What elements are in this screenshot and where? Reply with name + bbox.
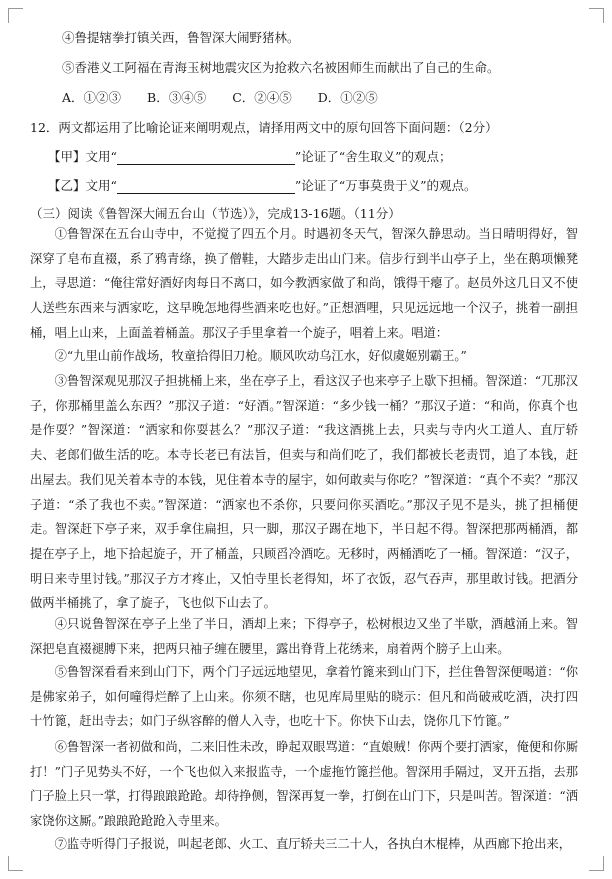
option-b[interactable]: B．③④⑤	[147, 90, 207, 105]
question-12-part-b	[48, 178, 477, 194]
question-12-stem: 12．两文都运用了比喻论证来阐明观点，请择用两文中的原句回答下面问题：（2分）	[30, 120, 498, 135]
passage-paragraph-6: ⑥鲁智深一者初做和尚，二来旧性未改，睁起双眼骂道：“直娘贼！你两个要打洒家，俺便和你厮打！”门子见势头不好，一个飞也似入来报监寺，一个虚拖竹篦拦他。智深用手隔过，叉开五指，去那门子脸上只一掌，打得踉踉跄跄。却待挣侧，智深再复一拳，打倒在山门下，只是叫苦。智深道：“洒家饶你这厮。”踉踉跄跄跄入寺里来。	[30, 740, 578, 829]
part-b-prefix: 【乙】文用“	[48, 178, 117, 193]
passage-paragraph-7: ⑦监寺听得门子报说，叫起老郎、火工、直厅轿夫三二十人，各执白木棍棒，从西廊下抢出来，	[54, 837, 572, 851]
part-a-answer-blank[interactable]	[117, 150, 295, 165]
part-b-suffix: ”论证了“万事莫贵于义”的观点。	[294, 178, 477, 193]
passage-paragraph-4: ④只说鲁智深在亭子上坐了半日，酒却上来；下得亭子，松树根边又坐了半歇，酒越涌上来。智深把皂直裰褪膊下来，把两只袖子缠在腰里，露出脊背上花绣来，扇着两个膀子上山来。	[30, 617, 578, 656]
part-b-answer-blank[interactable]	[117, 179, 295, 194]
passage-paragraph-5: ⑤鲁智深看看来到山门下，两个门子远远地望见，拿着竹篦来到山门下，拦住鲁智深便喝道：“你是佛家弟子，如何噇得烂醉了上山来。你须不瞎，也见库局里贴的晓示：但凡和尚破戒吃酒，决打四十竹篦，赶出寺去；如门子纵容醉的僧人入寺，也吃十下。你快下山去，饶你几下竹篦。”	[30, 665, 578, 729]
part-a-prefix: 【甲】文用“	[48, 149, 117, 164]
answer-options	[62, 90, 400, 106]
part-a-suffix: ”论证了“舍生取义”的观点；	[294, 149, 452, 164]
section-3-heading: （三）阅读《鲁智深大闹五台山（节选）》，完成13-16题。（11分）	[30, 206, 401, 221]
passage-paragraph-2: ②“九里山前作战场，牧童拾得旧刀枪。顺风吹动乌江水，好似虞姬别霸王。”	[54, 349, 467, 363]
option-c[interactable]: C．②④⑤	[232, 90, 292, 105]
choice-item-4: ④鲁提辖拳打镇关西，鲁智深大闹野猪林。	[62, 30, 300, 45]
passage-paragraph-1: ①鲁智深在五台山寺中，不觉搅了四五个月。时遇初冬天气，智深久静思动。当日晴明得好，智深穿了皂布直裰，系了鸦青绦，换了僧鞋，大踏步走出山门来。信步行到半山亭子上，坐在鹅项懒凳上，寻思道：“俺往常好酒好肉每日不离口，如今教洒家做了和尚，饿得干瘪了。赵员外这几日又不使人送些东西来与洒家吃，这早晚怎地得些酒来吃也好。”正想酒哩，只见远远地一个汉子，挑着一副担桶，唱上山来，上面盖着桶盖。那汉子手里拿着一个旋子，唱着上来。唱道：	[30, 227, 578, 340]
option-a[interactable]: A．①②③	[62, 90, 122, 105]
choice-item-5: ⑤香港义工阿福在青海玉树地震灾区为抢救六名被困师生而献出了自己的生命。	[62, 60, 500, 75]
option-d[interactable]: D．①②⑤	[317, 90, 378, 105]
passage-paragraph-3: ③鲁智深观见那汉子担挑桶上来，坐在亭子上，看这汉子也来亭子上歇下担桶。智深道：“兀那汉子，你那桶里盖么东西？”那汉子道：“好酒。”智深道：“多少钱一桶？”那汉子道：“和尚，你真个也是作耍？”智深道：“洒家和你耍甚么？”那汉子道：“我这酒挑上去，只卖与寺内火工道人、直厅轿夫、老郎们做生活的吃。本寺长老已有法旨，但卖与和尚们吃了，我们都被长老责罚，追了本钱，赶出屋去。我们见关着本寺的本钱，见住着本寺的屋宇，如何敢卖与你吃？”智深道：“真个不卖？”那汉子道：“杀了我也不卖。”智深道：“洒家也不杀你，只要问你买酒吃。”那汉子见不是头，挑了担桶便走。智深赶下亭子来，双手拿住扁担，只一脚，那汉子踢在地下，半日起不得。智深把那两桶酒，都提在亭子上，地下拾起旋子，开了桶盖，只顾舀冷酒吃。无移时，两桶酒吃了一桶。智深道：“汉子，明日来寺里讨钱。”那汉子方才疼止，又怕寺里长老得知，坏了衣饭，忍气吞声，那里敢讨钱。把酒分做两半桶挑了，拿了旋子，飞也似下山去了。	[30, 374, 578, 611]
question-12-part-a	[48, 149, 452, 165]
